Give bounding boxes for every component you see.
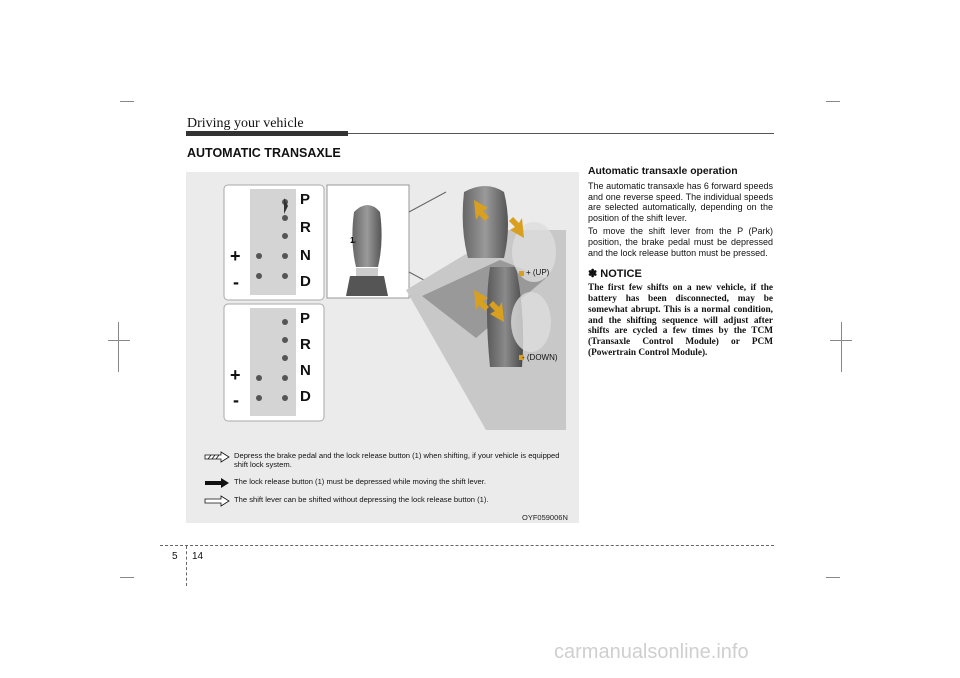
crop-mark [120,101,134,102]
chapter-number: 5 [172,551,178,562]
subsection-heading: Automatic transaxle operation [588,166,738,177]
gate-label-d-bottom: D [300,388,311,405]
paragraph-2: To move the shift lever from the P (Park) position, the brake pedal must be depressed and the lock release button must be pressed. [588,226,773,258]
legend-text-outline: The shift lever can be shifted without depressing the lock release button (1). [234,495,489,504]
legend-item-hatched-arrow [204,451,574,469]
minus-sign-bottom: - [233,390,239,410]
crop-mark [826,101,840,102]
header-rule [348,133,774,134]
crop-mark [841,322,842,372]
crop-mark [118,322,119,372]
shift-lever-main [406,186,566,430]
gate-label-p-top: P [300,191,311,208]
footer-rule [160,545,774,546]
legend-item-solid-arrow [204,477,574,489]
outline-arrow-icon [204,495,230,507]
legend-text-solid: The lock release button (1) must be depressed while moving the shift lever. [234,477,486,486]
up-label: + (UP) [526,268,550,277]
header-rule-accent [186,131,348,136]
lock-button-callout: 1 [350,236,355,245]
crop-mark [830,340,852,341]
legend-text-hatched: Depress the brake pedal and the lock release button (1) when shifting, if your vehicle is equipped shift lock system. [234,451,560,469]
page-number: 14 [192,551,204,562]
plus-sign-bottom: + [230,365,241,385]
figure-code: OYF059006N [522,513,568,522]
notice-heading: ✽ NOTICE [588,268,642,281]
figure-panel [186,172,579,523]
gate-label-p-bottom: P [300,310,311,327]
legend-item-outline-arrow [204,495,574,507]
plus-sign-top: + [230,246,241,266]
content-column [588,166,773,359]
solid-arrow-icon [204,477,230,489]
running-header: Driving your vehicle [187,116,304,131]
shift-illustration [186,172,579,442]
footer-divider [186,546,187,586]
gate-label-d-top: D [300,273,311,290]
watermark: carmanualsonline.info [554,641,749,663]
paragraph-1: The automatic transaxle has 6 forward speeds and one reverse speed. The individual speeds are selected automatically, depending on the position of the shift lever. [588,181,773,223]
gate-label-r-top: R [300,219,311,236]
notice-text: The first few shifts on a new vehicle, if the battery has been disconnected, may be somewhat abrupt. This is a normal condition, and the shifting sequence will adjust after shifts are cycled a few times by the TCM (Transaxle Control Module) or PCM (Powertrain Control Module). [588,283,773,358]
gate-label-n-top: N [300,247,311,264]
crop-mark [120,577,134,578]
crop-mark [108,340,130,341]
hatched-arrow-icon [204,451,230,463]
minus-sign-top: - [233,272,239,292]
gate-label-n-bottom: N [300,362,311,379]
crop-mark [826,577,840,578]
section-title: AUTOMATIC TRANSAXLE [187,146,341,160]
gate-label-r-bottom: R [300,336,311,353]
down-label: - (DOWN) [522,353,558,362]
